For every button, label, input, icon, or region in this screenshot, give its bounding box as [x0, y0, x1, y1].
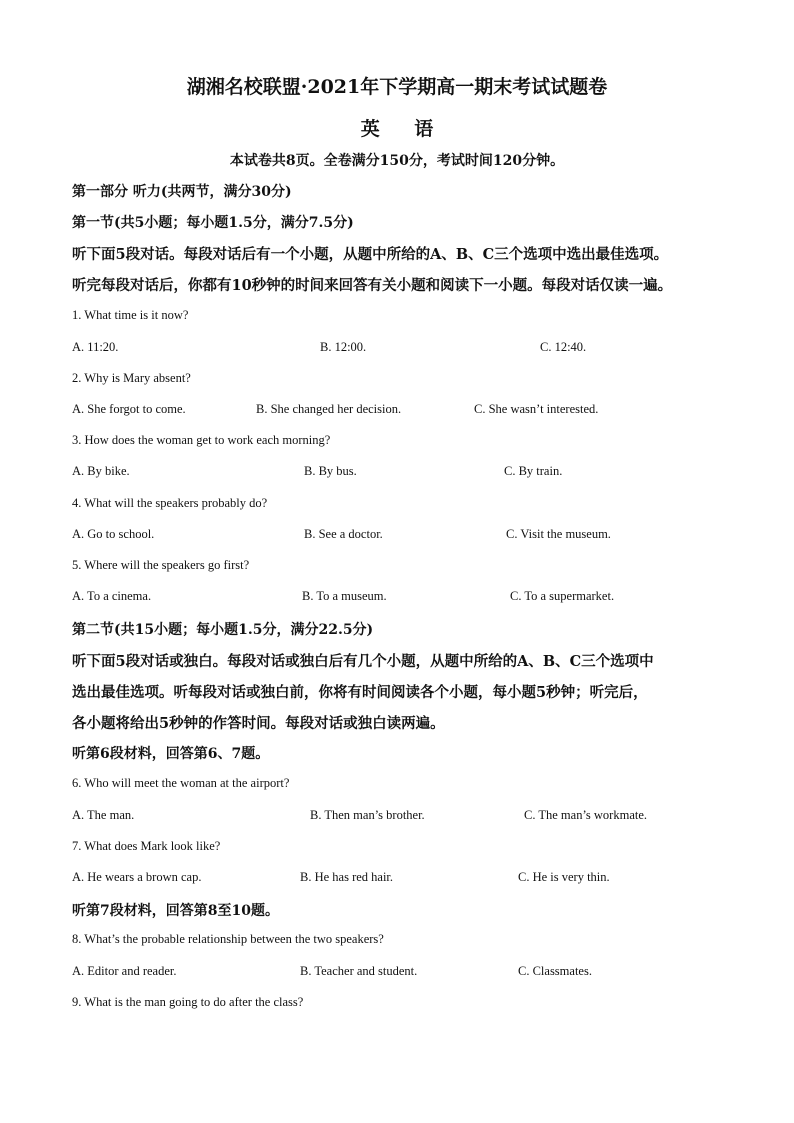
exam-title: 湖湘名校联盟·2021年下学期高一期末考试试题卷 [186, 76, 608, 98]
question-stem: 4. What will the speakers probably do? [72, 496, 268, 510]
material-7-heading: 听第7段材料，回答第8至10题。 [72, 903, 279, 919]
question-stem: 9. What is the man going to do after the class? [72, 995, 304, 1009]
section1-instruction-line: 听完每段对话后，你都有10秒钟的时间来回答有关小题和阅读下一小题。每段对话仅读一遍。 [72, 277, 673, 294]
option-b: B. Then man’s brother. [310, 808, 425, 822]
option-b: B. To a museum. [302, 589, 387, 603]
question-stem: 1. What time is it now? [72, 308, 189, 322]
section1-instruction-line: 听下面5段对话。每段对话后有一个小题，从题中所给的A、B、C三个选项中选出最佳选项。 [72, 246, 669, 263]
option-c: C. He is very thin. [518, 870, 610, 884]
option-c: C. By train. [504, 464, 563, 478]
section2-instruction-line: 各小题将给出5秒钟的作答时间。每段对话或独白读两遍。 [72, 715, 445, 732]
option-b: B. He has red hair. [300, 870, 394, 884]
option-a: A. She forgot to come. [72, 402, 186, 416]
option-b: B. See a doctor. [304, 527, 383, 541]
section2-heading: 第二节(共15小题；每小题1.5分，满分22.5分) [72, 622, 374, 638]
option-a: A. To a cinema. [72, 589, 152, 603]
option-c: C. Visit the museum. [506, 527, 611, 541]
question-stem: 7. What does Mark look like? [72, 839, 221, 853]
option-a: A. 11:20. [72, 340, 119, 354]
subject-title: 英 语 [360, 118, 448, 140]
question-stem: 3. How does the woman get to work each morning? [72, 433, 331, 447]
option-a: A. The man. [72, 808, 135, 822]
section2-instruction-line: 选出最佳选项。听每段对话或独白前，你将有时间阅读各个小题，每小题5秒钟；听完后， [72, 684, 648, 701]
option-c: C. 12:40. [540, 340, 587, 354]
option-b: B. Teacher and student. [300, 964, 418, 978]
option-c: C. To a supermarket. [510, 589, 615, 603]
option-a: A. Go to school. [72, 527, 155, 541]
option-a: A. Editor and reader. [72, 964, 177, 978]
option-b: B. She changed her decision. [256, 402, 402, 416]
option-a: A. He wears a brown cap. [72, 870, 202, 884]
option-c: C. Classmates. [518, 964, 592, 978]
question-stem: 5. Where will the speakers go first? [72, 558, 250, 572]
part1-heading: 第一部分 听力(共两节，满分30分) [72, 184, 292, 200]
option-c: C. She wasn’t interested. [474, 402, 599, 416]
question-stem: 8. What’s the probable relationship between the two speakers? [72, 932, 384, 946]
option-b: B. By bus. [304, 464, 357, 478]
option-c: C. The man’s workmate. [524, 808, 648, 822]
option-a: A. By bike. [72, 464, 130, 478]
option-b: B. 12:00. [320, 340, 367, 354]
section1-heading: 第一节(共5小题；每小题1.5分，满分7.5分) [72, 215, 354, 231]
question-stem: 6. Who will meet the woman at the airport? [72, 776, 290, 790]
material-6-heading: 听第6段材料，回答第6、7题。 [72, 746, 270, 762]
exam-intro: 本试卷共8页。全卷满分150分，考试时间120分钟。 [229, 153, 565, 169]
question-stem: 2. Why is Mary absent? [72, 371, 191, 385]
section2-instruction-line: 听下面5段对话或独白。每段对话或独白后有几个小题，从题中所给的A、B、C三个选项中 [72, 653, 654, 670]
